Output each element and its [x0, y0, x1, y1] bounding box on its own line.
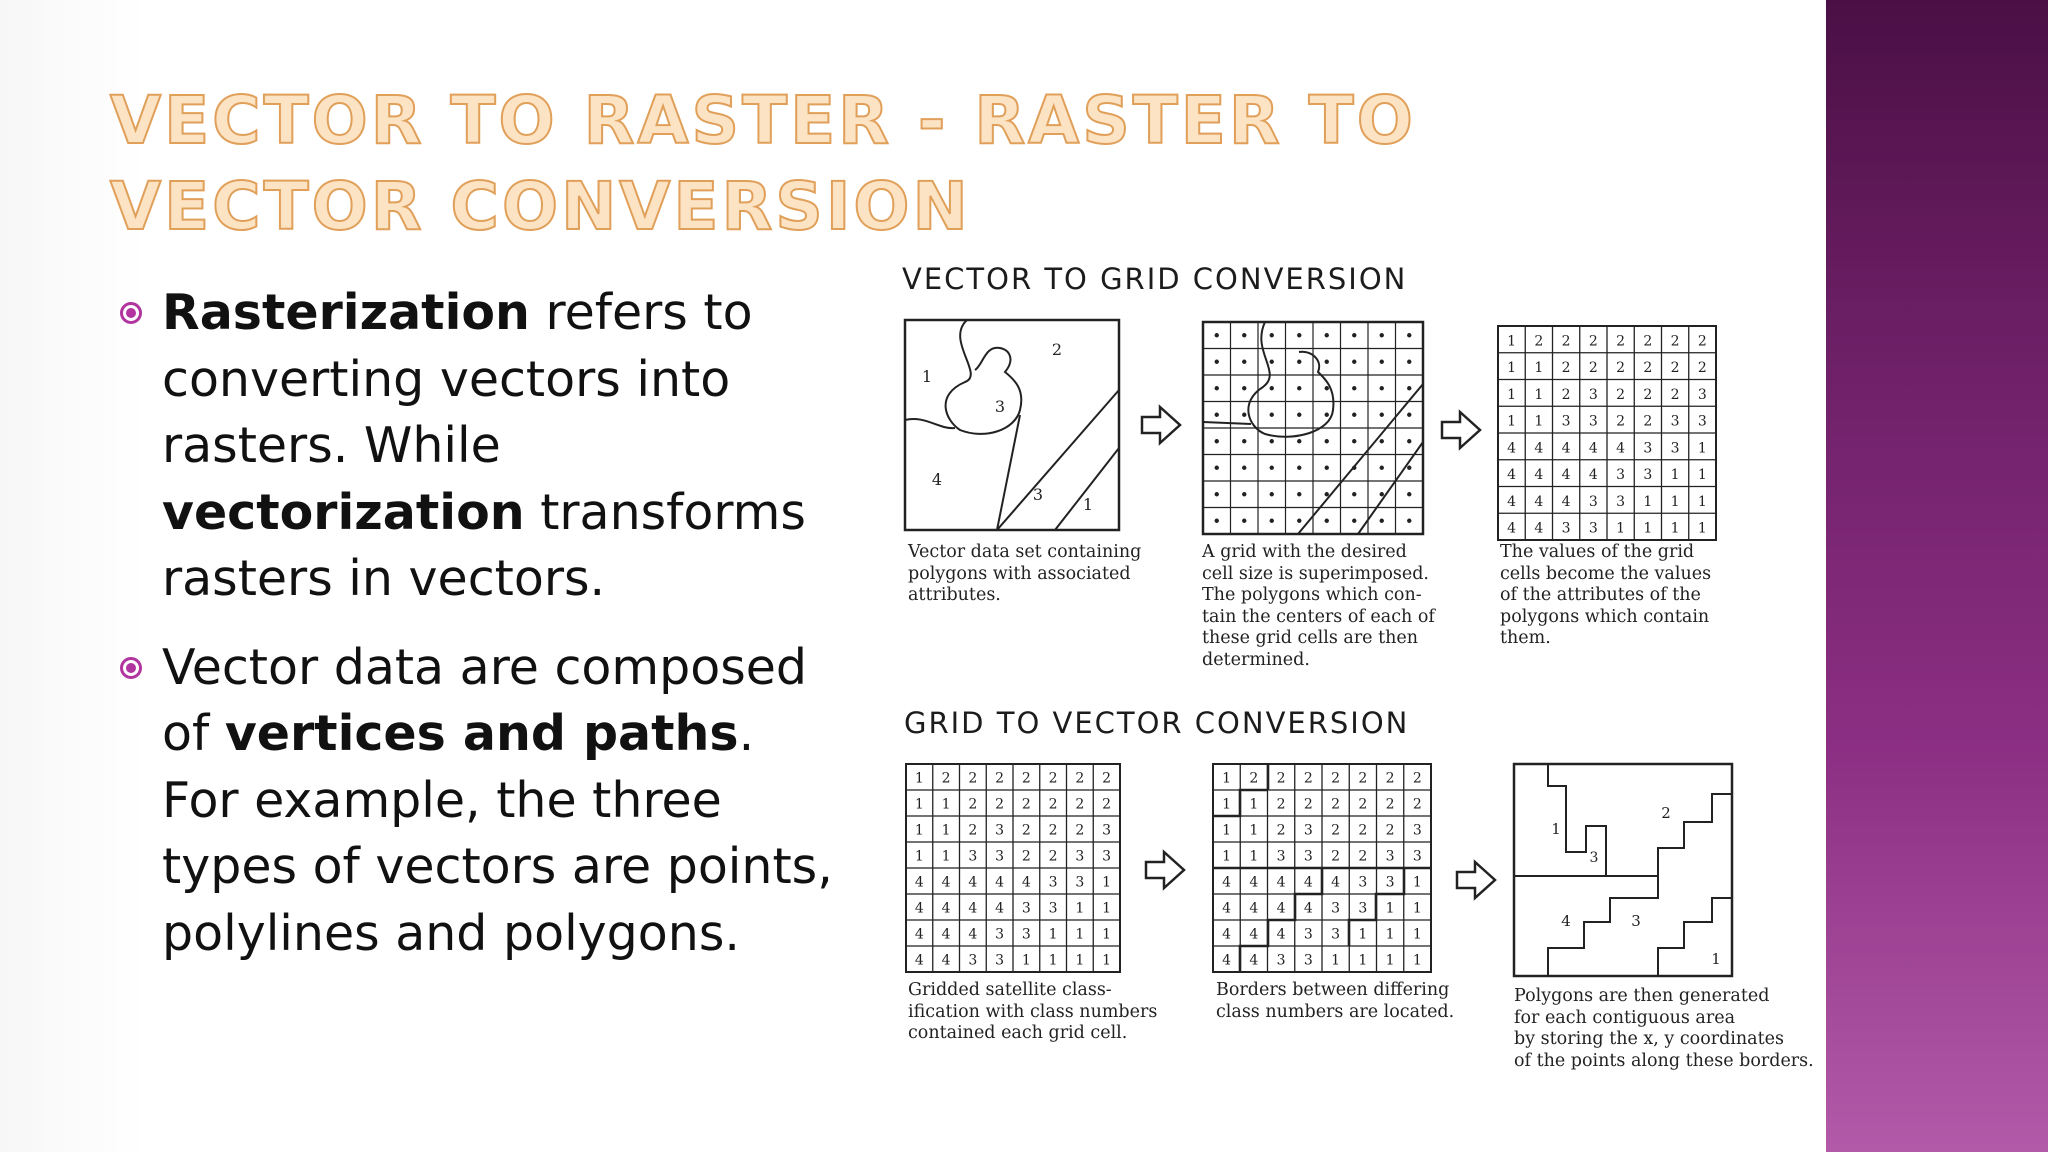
grid-cell-value: 2 — [1534, 333, 1544, 350]
cell-center-dot — [1297, 519, 1301, 523]
grid-cell-value: 3 — [1276, 952, 1286, 969]
grid-cell-value: 1 — [1643, 520, 1653, 537]
grid-cell-value: 4 — [914, 900, 924, 917]
right-arrow-icon — [1146, 852, 1184, 888]
cell-center-dot — [1297, 386, 1301, 390]
polygon-label: 2 — [1661, 804, 1671, 822]
grid-cell-value: 4 — [941, 952, 951, 969]
grid-cell-value: 1 — [1102, 900, 1112, 917]
grid-cell-value: 1 — [1507, 413, 1517, 430]
cell-center-dot — [1407, 519, 1411, 523]
grid-cell-value: 1 — [1102, 926, 1112, 943]
grid-cell-value: 3 — [1643, 467, 1653, 484]
cell-center-dot — [1407, 386, 1411, 390]
grid-cell-value: 1 — [1412, 874, 1422, 891]
grid-cell-value: 1 — [1222, 796, 1232, 813]
grid-cell-value: 4 — [1534, 493, 1544, 510]
cell-center-dot — [1270, 333, 1274, 337]
bold-term: Rasterization — [162, 284, 530, 341]
grid-cell-value: 3 — [1670, 413, 1680, 430]
grid-cell-value: 3 — [1075, 848, 1085, 865]
right-arrow-icon — [1457, 862, 1495, 898]
cell-center-dot — [1380, 333, 1384, 337]
polygon-label: 4 — [1561, 912, 1571, 930]
caption-polygons-generated: Polygons are then generated for each contiguous area by storing the x, y coordinates of the points along these borders. — [1514, 986, 1814, 1071]
grid-cell-value: 4 — [914, 952, 924, 969]
grid-cell-value: 3 — [1561, 520, 1571, 537]
cell-center-dot — [1352, 333, 1356, 337]
grid-cell-value: 2 — [1358, 796, 1368, 813]
cell-center-dot — [1215, 519, 1219, 523]
cell-center-dot — [1242, 439, 1246, 443]
cell-center-dot — [1270, 492, 1274, 496]
grid-cell-value: 4 — [941, 900, 951, 917]
grid-cell-value: 2 — [1588, 360, 1598, 377]
cell-center-dot — [1297, 492, 1301, 496]
grid-cell-value: 1 — [1534, 413, 1544, 430]
grid-cell-value: 3 — [1385, 848, 1395, 865]
grid-cell-value: 4 — [1303, 874, 1313, 891]
grid-cell-value: 1 — [1697, 440, 1707, 457]
grid-cell-value: 1 — [1021, 952, 1031, 969]
grid-cell-value: 2 — [1021, 796, 1031, 813]
grid-cell-value: 3 — [1021, 926, 1031, 943]
polygon-label: 1 — [1711, 950, 1721, 968]
cell-center-dot — [1270, 466, 1274, 470]
grid-cell-value: 3 — [1331, 900, 1341, 917]
grid-cell-value: 1 — [1222, 822, 1232, 839]
cell-center-dot — [1352, 360, 1356, 364]
grid-cell-value: 3 — [1616, 467, 1626, 484]
grid-cell-value: 4 — [968, 900, 978, 917]
grid-cell-value: 2 — [1561, 360, 1571, 377]
cell-center-dot — [1297, 439, 1301, 443]
grid-cell-value: 2 — [1276, 822, 1286, 839]
grid-cell-value: 4 — [968, 874, 978, 891]
grid-cell-value: 1 — [941, 848, 951, 865]
cell-center-dot — [1352, 439, 1356, 443]
grid-cell-value: 3 — [1075, 874, 1085, 891]
grid-cell-value: 2 — [1616, 413, 1626, 430]
cell-center-dot — [1215, 386, 1219, 390]
grid-cell-value: 3 — [1331, 926, 1341, 943]
cell-center-dot — [1242, 492, 1246, 496]
grid-cell-value: 2 — [1048, 822, 1058, 839]
grid-cell-value: 4 — [1303, 900, 1313, 917]
cell-center-dot — [1352, 386, 1356, 390]
bullet-circle-icon — [118, 657, 150, 681]
grid-cell-value: 2 — [1021, 848, 1031, 865]
grid-cell-value: 2 — [1048, 848, 1058, 865]
grid-cell-value: 3 — [1102, 848, 1112, 865]
cell-center-dot — [1407, 333, 1411, 337]
grid-cell-value: 1 — [1670, 467, 1680, 484]
grid-cell-value: 3 — [1412, 848, 1422, 865]
grid-cell-value: 1 — [1670, 493, 1680, 510]
grid-cell-value: 2 — [1048, 770, 1058, 787]
grid-cell-value: 1 — [1534, 386, 1544, 403]
grid-cell-value: 1 — [1249, 822, 1259, 839]
grid-cell-value: 4 — [1588, 440, 1598, 457]
grid-cell-value: 2 — [1075, 822, 1085, 839]
grid-cell-value: 1 — [914, 796, 924, 813]
grid-cell-value: 3 — [995, 926, 1005, 943]
grid-cell-value: 2 — [1697, 333, 1707, 350]
grid-cell-value: 2 — [1303, 770, 1313, 787]
grid-cell-value: 4 — [1507, 467, 1517, 484]
grid-cell-value: 4 — [1561, 467, 1571, 484]
grid-cell-value: 1 — [1385, 952, 1395, 969]
grid-cell-value: 4 — [941, 874, 951, 891]
grid-cell-value: 4 — [1249, 874, 1259, 891]
grid-cell-value: 2 — [995, 770, 1005, 787]
cell-center-dot — [1380, 439, 1384, 443]
cell-center-dot — [1215, 413, 1219, 417]
bullet-item — [118, 280, 838, 613]
grid-cell-value: 1 — [941, 822, 951, 839]
grid-cell-value: 3 — [1021, 900, 1031, 917]
grid-cell-value: 4 — [995, 900, 1005, 917]
grid-cell-value: 1 — [1412, 926, 1422, 943]
grid-cell-value: 3 — [1048, 874, 1058, 891]
grid-cell-value: 1 — [914, 848, 924, 865]
bullet-fragment: Vector data are composed of — [162, 638, 807, 762]
bullet-fragment: refers to converting vectors into rasters. While — [162, 284, 753, 474]
grid-cell-value: 3 — [1588, 493, 1598, 510]
cell-center-dot — [1407, 413, 1411, 417]
cell-center-dot — [1215, 466, 1219, 470]
bullet-circle-icon — [118, 302, 150, 326]
grid-cell-value: 1 — [1697, 520, 1707, 537]
cell-center-dot — [1270, 519, 1274, 523]
grid-cell-value: 2 — [1075, 770, 1085, 787]
cell-center-dot — [1407, 492, 1411, 496]
grid-cell-value: 3 — [1670, 440, 1680, 457]
cell-center-dot — [1270, 439, 1274, 443]
grid-cell-value: 2 — [995, 796, 1005, 813]
grid-cell-value: 2 — [968, 770, 978, 787]
bullet-text — [162, 280, 838, 613]
grid-cell-value: 2 — [1358, 822, 1368, 839]
cell-center-dot — [1380, 492, 1384, 496]
cell-center-dot — [1242, 413, 1246, 417]
caption-gridded-classification: Gridded satellite class- ification with class numbers contained each grid cell. — [908, 980, 1158, 1043]
grid-cell-value: 3 — [1588, 520, 1598, 537]
grid-cell-value: 4 — [968, 926, 978, 943]
caption-grid-values: The values of the grid cells become the values of the attributes of the polygons which contain them. — [1500, 542, 1712, 648]
cell-center-dot — [1325, 413, 1329, 417]
grid-cell-value: 2 — [1697, 360, 1707, 377]
grid-cell-value: 3 — [1102, 822, 1112, 839]
cell-center-dot — [1215, 333, 1219, 337]
bullet-fragment: transforms rasters in vectors. — [162, 483, 806, 607]
grid-cell-value: 1 — [1643, 493, 1653, 510]
cell-center-dot — [1270, 413, 1274, 417]
grid-cell-value: 3 — [1697, 413, 1707, 430]
grid-cell-value: 3 — [995, 822, 1005, 839]
grid-cell-value: 2 — [1331, 796, 1341, 813]
cell-center-dot — [1297, 466, 1301, 470]
grid-cell-value: 4 — [1507, 493, 1517, 510]
grid-cell-value: 2 — [1588, 333, 1598, 350]
grid-cell-value: 2 — [1561, 386, 1571, 403]
cell-center-dot — [1325, 386, 1329, 390]
grid-cell-value: 3 — [1358, 900, 1368, 917]
grid-cell-value: 2 — [1276, 770, 1286, 787]
grid-cell-value: 2 — [1643, 360, 1653, 377]
grid-cell-value: 4 — [1276, 900, 1286, 917]
cell-center-dot — [1297, 413, 1301, 417]
grid-cell-value: 1 — [1670, 520, 1680, 537]
cell-center-dot — [1325, 466, 1329, 470]
grid-cell-value: 3 — [1385, 874, 1395, 891]
grid-cell-value: 1 — [1507, 333, 1517, 350]
grid-cell-value: 4 — [1561, 440, 1571, 457]
grid-cell-value: 3 — [1588, 413, 1598, 430]
grid-cell-value: 1 — [1222, 770, 1232, 787]
cell-center-dot — [1325, 492, 1329, 496]
grid-cell-value: 4 — [1249, 952, 1259, 969]
grid-cell-value: 1 — [1697, 467, 1707, 484]
polygon-label: 3 — [994, 397, 1006, 416]
grid-cell-value: 2 — [1385, 796, 1395, 813]
grid-cell-value: 2 — [1616, 386, 1626, 403]
grid-cell-value: 2 — [1075, 796, 1085, 813]
grid-cell-value: 1 — [1102, 874, 1112, 891]
grid-cell-value: 2 — [1385, 770, 1395, 787]
polygon-label: 2 — [1051, 340, 1063, 359]
grid-cell-value: 2 — [1412, 796, 1422, 813]
grid-cell-value: 2 — [1616, 333, 1626, 350]
right-arrow-icon — [1442, 412, 1480, 448]
cell-center-dot — [1270, 360, 1274, 364]
grid-cell-value: 4 — [1021, 874, 1031, 891]
grid-cell-value: 3 — [1303, 822, 1313, 839]
cell-center-dot — [1325, 333, 1329, 337]
grid-cell-value: 4 — [1276, 874, 1286, 891]
cell-center-dot — [1380, 466, 1384, 470]
grid-cell-value: 4 — [1561, 493, 1571, 510]
caption-grid-superimposed: A grid with the desired cell size is superimposed. The polygons which con- tain the centers of each of these grid cells are then determined. — [1202, 542, 1435, 670]
grid-cell-value: 3 — [1048, 900, 1058, 917]
grid-cell-value: 4 — [1534, 520, 1544, 537]
grid-cell-value: 2 — [1358, 770, 1368, 787]
cell-center-dot — [1242, 386, 1246, 390]
bold-term: vertices and paths — [224, 705, 739, 762]
grid-cell-value: 2 — [1048, 796, 1058, 813]
polygon-label: 1 — [921, 367, 933, 386]
cell-center-dot — [1215, 492, 1219, 496]
grid-cell-value: 1 — [914, 770, 924, 787]
section-title-vector-to-grid: VECTOR TO GRID CONVERSION — [902, 262, 1408, 296]
grid-cell-value: 1 — [1249, 848, 1259, 865]
grid-cell-value: 3 — [1412, 822, 1422, 839]
generated-polygons-frame — [1514, 764, 1732, 976]
grid-cell-value: 4 — [1616, 440, 1626, 457]
grid-cell-value: 4 — [1222, 926, 1232, 943]
grid-cell-value: 2 — [1331, 770, 1341, 787]
cell-center-dot — [1297, 333, 1301, 337]
right-arrow-icon — [1142, 407, 1180, 443]
grid-cell-value: 2 — [1102, 770, 1112, 787]
grid-cell-value: 1 — [1075, 900, 1085, 917]
grid-cell-value: 1 — [914, 822, 924, 839]
grid-cell-value: 4 — [1249, 900, 1259, 917]
grid-cell-value: 1 — [1385, 900, 1395, 917]
cell-center-dot — [1325, 360, 1329, 364]
grid-cell-value: 4 — [1222, 874, 1232, 891]
grid-cell-value: 2 — [1331, 822, 1341, 839]
cell-center-dot — [1407, 466, 1411, 470]
grid-cell-value: 1 — [1358, 926, 1368, 943]
grid-cell-value: 4 — [1588, 467, 1598, 484]
grid-cell-value: 1 — [1249, 796, 1259, 813]
cell-center-dot — [1325, 519, 1329, 523]
grid-cell-value: 1 — [1507, 386, 1517, 403]
grid-cell-value: 4 — [1331, 874, 1341, 891]
grid-cell-value: 2 — [1643, 386, 1653, 403]
cell-center-dot — [1242, 519, 1246, 523]
polygon-label: 4 — [931, 470, 943, 489]
cell-center-dot — [1352, 492, 1356, 496]
grid-cell-value: 4 — [1222, 900, 1232, 917]
cell-center-dot — [1407, 439, 1411, 443]
grid-cell-value: 1 — [1697, 493, 1707, 510]
grid-cell-value: 1 — [1075, 952, 1085, 969]
grid-cell-value: 4 — [941, 926, 951, 943]
grid-cell-value: 2 — [1670, 333, 1680, 350]
polygon-label: 1 — [1082, 495, 1094, 514]
grid-cell-value: 3 — [1303, 952, 1313, 969]
grid-cell-value: 2 — [968, 796, 978, 813]
grid-cell-value: 4 — [1507, 440, 1517, 457]
cell-center-dot — [1242, 360, 1246, 364]
cell-center-dot — [1215, 360, 1219, 364]
grid-cell-value: 2 — [1102, 796, 1112, 813]
grid-cell-value: 2 — [1331, 848, 1341, 865]
cell-center-dot — [1407, 360, 1411, 364]
grid-cell-value: 1 — [1222, 848, 1232, 865]
polygon-label: 3 — [1589, 850, 1599, 866]
polygon-label: 3 — [1631, 912, 1641, 930]
grid-cell-value: 2 — [1412, 770, 1422, 787]
decorative-side-band — [1826, 0, 2048, 1152]
grid-cell-value: 4 — [914, 926, 924, 943]
grid-cell-value: 1 — [1616, 520, 1626, 537]
grid-cell-value: 1 — [1358, 952, 1368, 969]
grid-cell-value: 2 — [1561, 333, 1571, 350]
grid-cell-value: 3 — [1697, 386, 1707, 403]
bullet-fragment: . For example, the three types of vectors are points, polylines and polygons. — [162, 705, 833, 962]
grid-cell-value: 3 — [1276, 848, 1286, 865]
polygon-label: 3 — [1032, 485, 1044, 504]
section-title-grid-to-vector: GRID TO VECTOR CONVERSION — [904, 706, 1410, 740]
grid-cell-value: 3 — [1303, 926, 1313, 943]
grid-cell-value: 2 — [1670, 386, 1680, 403]
grid-cell-value: 2 — [1643, 333, 1653, 350]
grid-cell-value: 1 — [1412, 952, 1422, 969]
grid-cell-value: 2 — [1643, 413, 1653, 430]
grid-cell-value: 3 — [1588, 386, 1598, 403]
grid-cell-value: 3 — [1616, 493, 1626, 510]
grid-cell-value: 1 — [1507, 360, 1517, 377]
cell-center-dot — [1242, 333, 1246, 337]
grid-cell-value: 4 — [1507, 520, 1517, 537]
grid-cell-value: 2 — [1021, 770, 1031, 787]
grid-cell-value: 3 — [1561, 413, 1571, 430]
grid-cell-value: 3 — [995, 952, 1005, 969]
grid-cell-value: 1 — [1048, 926, 1058, 943]
grid-cell-value: 2 — [1276, 796, 1286, 813]
grid-cell-value: 2 — [1385, 822, 1395, 839]
bold-term: vectorization — [162, 483, 525, 541]
grid-cell-value: 3 — [1643, 440, 1653, 457]
grid-cell-value: 2 — [941, 770, 951, 787]
cell-center-dot — [1325, 439, 1329, 443]
grid-cell-value: 4 — [1222, 952, 1232, 969]
grid-cell-value: 1 — [1048, 952, 1058, 969]
grid-cell-value: 2 — [1670, 360, 1680, 377]
grid-cell-value: 1 — [1075, 926, 1085, 943]
grid-cell-value: 3 — [968, 848, 978, 865]
grid-cell-value: 4 — [1276, 926, 1286, 943]
grid-cell-value: 3 — [968, 952, 978, 969]
grid-cell-value: 4 — [1249, 926, 1259, 943]
grid-cell-value: 1 — [1534, 360, 1544, 377]
grid-cell-value: 2 — [1303, 796, 1313, 813]
grid-cell-value: 2 — [968, 822, 978, 839]
grid-cell-value: 4 — [1534, 467, 1544, 484]
grid-cell-value: 4 — [1534, 440, 1544, 457]
cell-center-dot — [1380, 360, 1384, 364]
polygon-label: 1 — [1551, 820, 1561, 838]
cell-center-dot — [1380, 519, 1384, 523]
cell-center-dot — [1215, 439, 1219, 443]
conversion-figure — [880, 250, 1820, 1090]
grid-cell-value: 1 — [941, 796, 951, 813]
cell-center-dot — [1297, 360, 1301, 364]
grid-cell-value: 2 — [1358, 848, 1368, 865]
grid-cell-value: 2 — [1616, 360, 1626, 377]
cell-center-dot — [1352, 413, 1356, 417]
cell-center-dot — [1270, 386, 1274, 390]
grid-cell-value: 3 — [995, 848, 1005, 865]
bullet-text — [162, 635, 838, 968]
grid-cell-value: 4 — [995, 874, 1005, 891]
grid-cell-value: 1 — [1331, 952, 1341, 969]
slide-title: VECTOR TO RASTER - RASTER TO VECTOR CONVERSION — [110, 82, 1416, 245]
bullet-list — [118, 280, 838, 989]
cell-center-dot — [1242, 466, 1246, 470]
grid-cell-value: 2 — [1021, 822, 1031, 839]
cell-center-dot — [1380, 386, 1384, 390]
grid-cell-value: 3 — [1358, 874, 1368, 891]
cell-center-dot — [1352, 519, 1356, 523]
grid-cell-value: 3 — [1303, 848, 1313, 865]
grid-cell-value: 1 — [1412, 900, 1422, 917]
cell-center-dot — [1380, 413, 1384, 417]
caption-borders-located: Borders between differing class numbers are located. — [1216, 980, 1455, 1022]
grid-cell-value: 4 — [914, 874, 924, 891]
caption-vector-data: Vector data set containing polygons with associated attributes. — [908, 542, 1142, 605]
grid-cell-value: 1 — [1385, 926, 1395, 943]
grid-cell-value: 2 — [1249, 770, 1259, 787]
grid-cell-value: 1 — [1102, 952, 1112, 969]
bullet-item — [118, 635, 838, 968]
